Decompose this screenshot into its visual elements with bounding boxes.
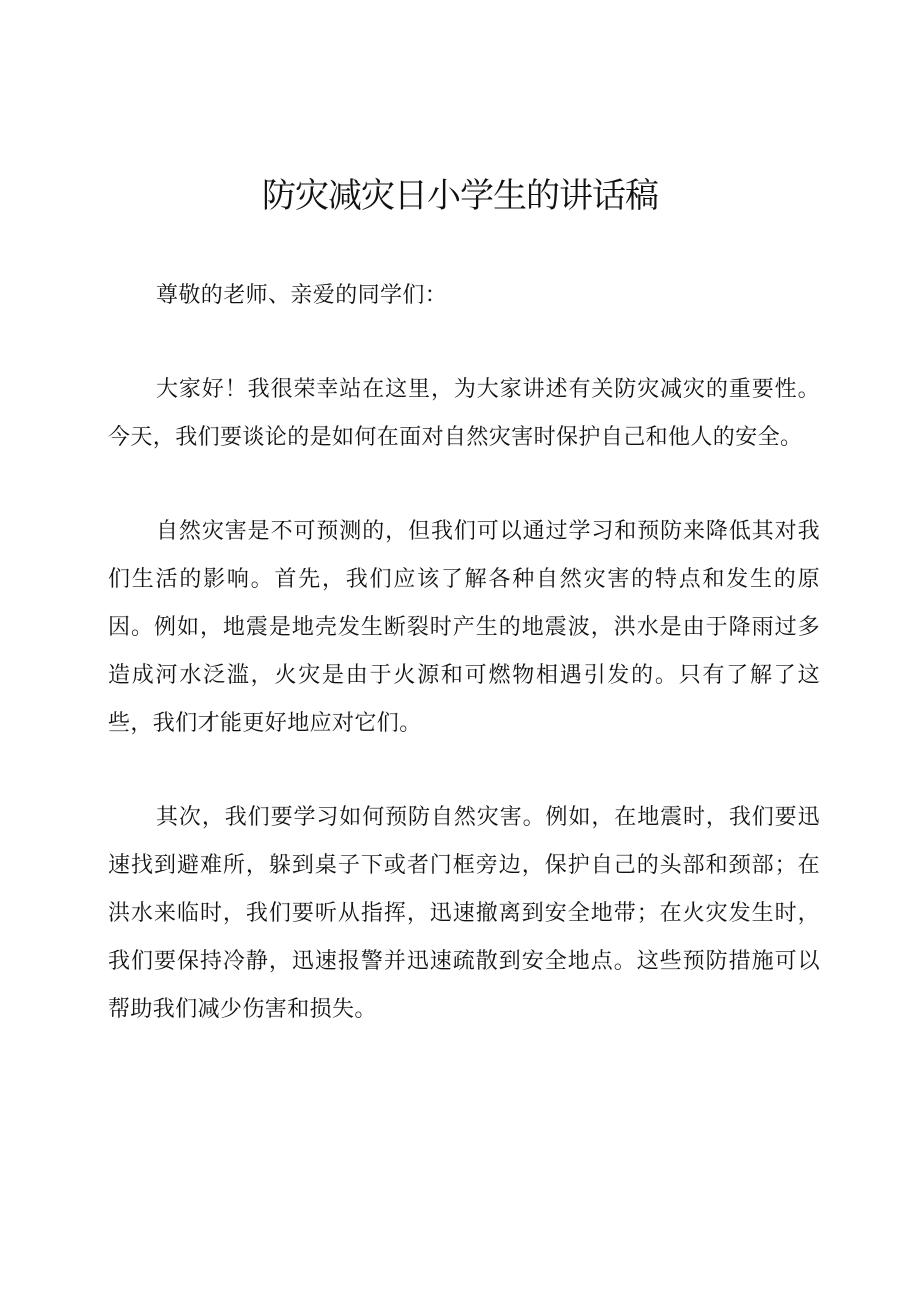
paragraph-understanding: 自然灾害是不可预测的，但我们可以通过学习和预防来降低其对我们生活的影响。首先，我们应该了解各种自然灾害的特点和发生的原因。例如，地震是地壳发生断裂时产生的地震波，洪水是由于降雨过多造成河水泛滥，火灾是由于火源和可燃物相遇引发的。只有了解了这些，我们才能更好地应对它们。 — [108, 519, 820, 736]
greeting-line: 尊敬的老师、亲爱的同学们： — [156, 283, 448, 308]
paragraph-intro: 大家好！我很荣幸站在这里，为大家讲述有关防灾减灾的重要性。今天，我们要谈论的是如何在面对自然灾害时保护自己和他人的安全。 — [108, 377, 820, 450]
paragraph-prevention: 其次，我们要学习如何预防自然灾害。例如，在地震时，我们要迅速找到避难所，躲到桌子下或者门框旁边，保护自己的头部和颈部；在洪水来临时，我们要听从指挥，迅速撤离到安全地带；在火灾发生时，我们要保持冷静，迅速报警并迅速疏散到安全地点。这些预防措施可以帮助我们减少伤害和损失。 — [108, 805, 820, 1022]
document-title: 防灾减灾日小学生的讲话稿 — [262, 176, 658, 216]
